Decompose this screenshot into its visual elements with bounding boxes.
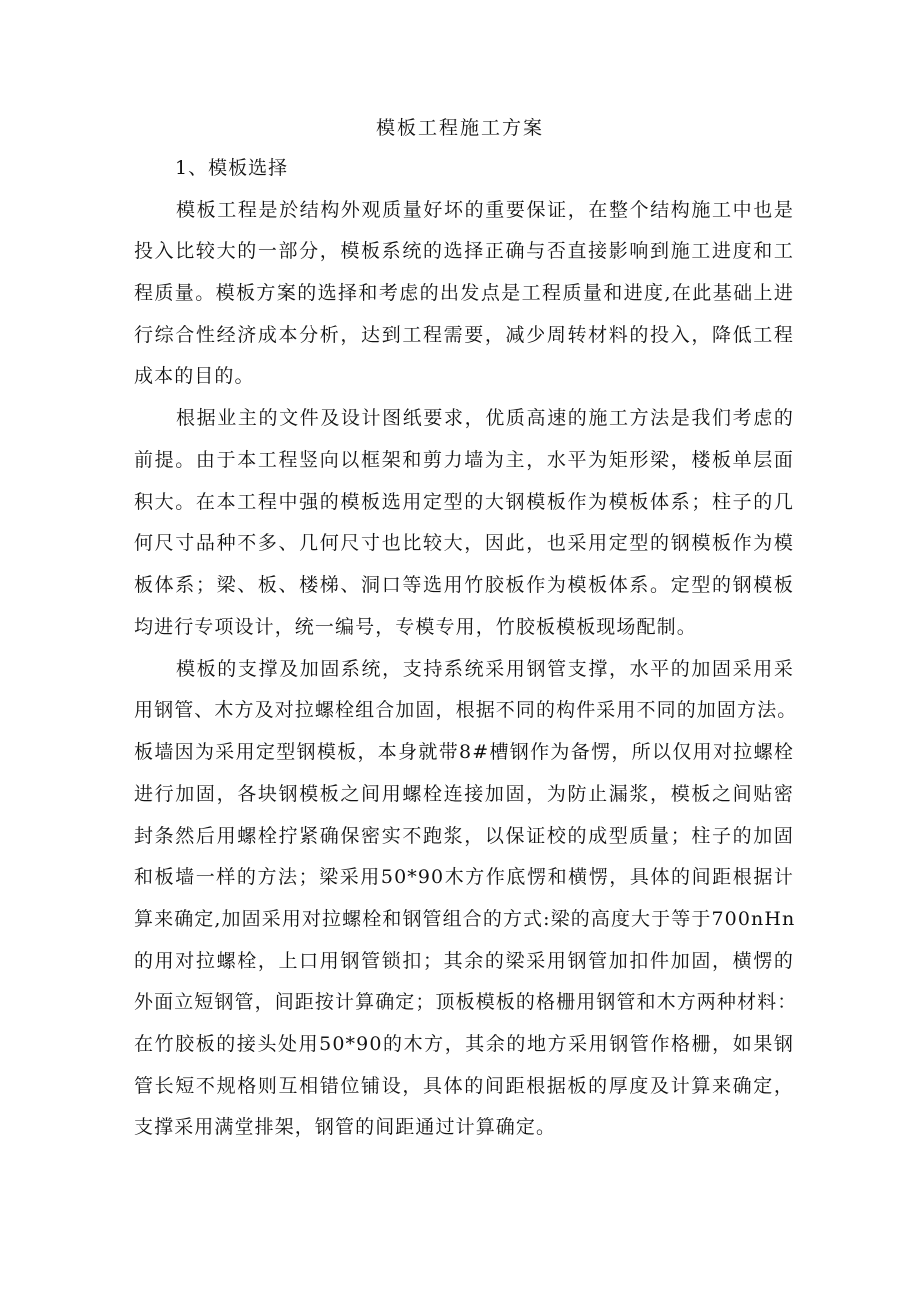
paragraph-3-line-2: 用钢管、木方及对拉螺栓组合加固，根据不同的构件采用不同的加固方法。	[134, 699, 798, 721]
paragraph-3-line-11: 管长短不规格则互相错位铺设，具体的间距根据板的厚度及计算来确定，	[134, 1075, 794, 1097]
paragraph-2-line-3: 积大。在本工程中强的模板选用定型的大钢模板作为模板体系；柱子的几	[134, 491, 794, 513]
paragraph-3-line-4: 进行加固，各块钢模板之间用螺栓连接加固，为防止漏浆，模板之间贴密	[134, 783, 794, 805]
paragraph-3-line-9: 外面立短钢管，间距按计算确定；顶板模板的格栅用钢管和木方两种材料：	[134, 991, 798, 1013]
paragraph-1-line-1: 模板工程是於结构外观质量好坏的重要保证，在整个结构施工中也是	[176, 199, 794, 221]
paragraph-3-line-3: 板墙因为采用定型钢模板，本身就带8#槽钢作为备愣，所以仅用对拉螺栓	[134, 741, 794, 763]
paragraph-3-line-1: 模板的支撑及加固系统，支持系统采用钢管支撑，水平的加固采用采	[176, 658, 794, 680]
paragraph-2-line-1: 根据业主的文件及设计图纸要求，优质高速的施工方法是我们考虑的	[176, 407, 794, 429]
paragraph-1-line-4: 行综合性经济成本分析，达到工程需要，减少周转材料的投入，降低工程	[134, 324, 794, 346]
paragraph-2-line-6: 均进行专项设计，统一编号，专模专用，竹胶板模板现场配制。	[134, 616, 697, 638]
paragraph-3-line-7: 算来确定,加固采用对拉螺栓和钢管组合的方式:梁的高度大于等于700nHn	[134, 908, 796, 930]
paragraph-2-line-4: 何尺寸品种不多、几何尺寸也比较大，因此，也采用定型的钢模板作为模	[134, 532, 794, 554]
section-heading: 1、模板选择	[175, 157, 289, 179]
paragraph-1-line-5: 成本的目的。	[134, 365, 255, 387]
paragraph-3-line-8: 的用对拉螺栓，上口用钢管锁扣；其余的梁采用钢管加扣件加固，横愣的	[134, 950, 794, 972]
paragraph-3-line-12: 支撑采用满堂排架，钢管的间距通过计算确定。	[134, 1116, 557, 1138]
paragraph-3-line-10: 在竹胶板的接头处用50*90的木方，其余的地方采用钢管作格栅，如果钢	[134, 1033, 794, 1055]
paragraph-2-line-2: 前提。由于本工程竖向以框架和剪力墙为主，水平为矩形梁，楼板单层面	[134, 449, 794, 471]
page-title: 模板工程施工方案	[375, 117, 544, 139]
paragraph-3-line-6: 和板墙一样的方法；梁采用50*90木方作底愣和横愣，具体的间距根据计	[134, 866, 794, 888]
paragraph-3-line-5: 封条然后用螺栓拧紧确保密实不跑浆，以保证校的成型质量；柱子的加固	[134, 825, 794, 847]
paragraph-1-line-3: 程质量。模板方案的选择和考虑的出发点是工程质量和进度,在此基础上进	[134, 282, 794, 304]
paragraph-1-line-2: 投入比较大的一部分，模板系统的选择正确与否直接影响到施工进度和工	[134, 240, 794, 262]
paragraph-2-line-5: 板体系；梁、板、楼梯、洞口等选用竹胶板作为模板体系。定型的钢模板	[134, 574, 794, 596]
